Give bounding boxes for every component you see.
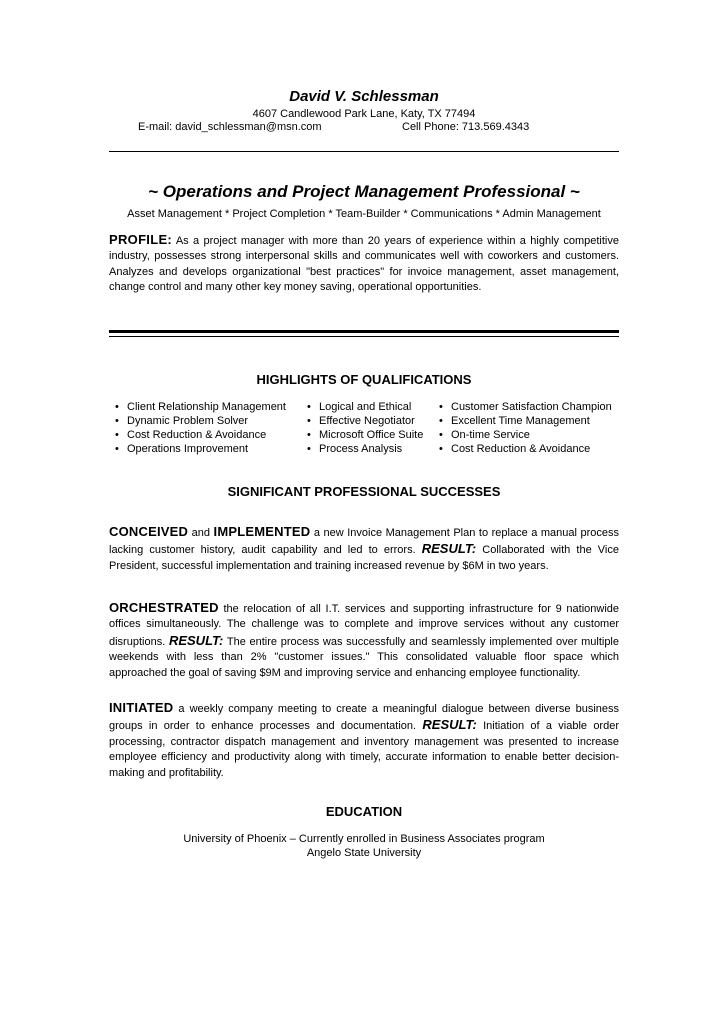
bullet-icon: • [307,443,311,455]
list-item: • Dynamic Problem Solver [115,415,249,427]
successes-heading: SIGNIFICANT PROFESSIONAL SUCCESSES [227,484,501,499]
bullet-icon: • [307,429,311,441]
list-item: • Logical and Ethical [307,401,412,413]
bullet-icon: • [439,443,443,455]
list-item: • Client Relationship Management [115,401,286,413]
headline-title: ~ Operations and Project Management Professional ~ [148,182,580,201]
qualifications-column-1 [115,400,286,456]
result-label: RESULT: [168,632,224,648]
bullet-icon: • [439,429,443,441]
bullet-icon: • [307,415,311,427]
email: E-mail: david_schlessman@msn.com [138,121,322,133]
candidate-name: David V. Schlessman [289,88,439,105]
list-item: • Customer Satisfaction Champion [439,401,612,413]
profile-label: PROFILE: [109,232,173,247]
address: 4607 Candlewood Park Lane, Katy, TX 77494 [252,108,476,120]
list-item: • Operations Improvement [115,443,249,455]
success-keyword: CONCEIVED [109,524,189,539]
qualifications-column-3 [439,400,612,456]
bullet-icon: • [439,401,443,413]
section-divider-thick [109,330,619,333]
list-item: • Process Analysis [307,443,403,455]
bullet-icon: • [307,401,311,413]
header-divider [109,151,619,152]
cell-phone: Cell Phone: 713.569.4343 [402,121,530,133]
qualifications-column-2 [307,400,423,456]
bullet-icon: • [115,443,119,455]
headline-skills: Asset Management * Project Completion * Team-Builder * Communications * Admin Management [127,208,601,220]
list-item: • Cost Reduction & Avoidance [439,443,591,455]
bullet-icon: • [115,429,119,441]
list-item: • Excellent Time Management [439,415,590,427]
success-keyword: INITIATED [109,700,174,715]
qualifications-heading: HIGHLIGHTS OF QUALIFICATIONS [256,372,472,387]
bullet-icon: • [115,401,119,413]
result-label: RESULT: [422,717,477,733]
education-entry: Angelo State University [306,847,422,859]
bullet-icon: • [115,415,119,427]
success-paragraph: INITIATED a weekly company meeting to create a meaningful dialogue between diverse business groups in order to enhance processes and documentation. RESULT: Initiation of a viable order processing, contractor dispatch management and inventory management was presented to increase employee efficiency and productivity along with timely, accurate information to enable better decision-making and profitability. [109,700,619,779]
result-label: RESULT: [421,541,477,557]
list-item: • Cost Reduction & Avoidance [115,429,267,441]
success-keyword: ORCHESTRATED [109,600,219,615]
section-divider-thin [109,336,619,337]
education-heading: EDUCATION [325,804,403,819]
success-keyword: IMPLEMENTED [213,524,311,539]
list-item: • Effective Negotiator [307,415,415,427]
success-paragraph: CONCEIVED and IMPLEMENTED a new Invoice Management Plan to replace a manual process lacking customer history, audit capability and led to errors. RESULT: Collaborated with the Vice President, successful implementation and training increased revenue by $6M in two years. [109,524,619,572]
list-item: • On-time Service [439,429,530,441]
bullet-icon: • [439,415,443,427]
list-item: • Microsoft Office Suite [307,429,424,441]
profile-section [109,232,619,296]
education-entry: University of Phoenix – Currently enrolled in Business Associates program [183,833,545,845]
profile-text: As a project manager with more than 20 years of experience within a highly competitive industry, possesses strong interpersonal skills and communicates well with coworkers and customers. Analyzes and develops organizational "best practices" for invoice management, asset management, change control and many other key money saving, operational opportunities. [109,235,619,294]
success-paragraph: ORCHESTRATED the relocation of all I.T. services and supporting infrastructure for 9 nationwide offices simultaneously. The challenge was to complete and improve services without any customer disruptions. RESULT: The entire process was successfully and seamlessly implemented over multiple weekends with less than 2% "customer issues." This consolidated valuable floor space which approached the goal of saving $9M and improving service and enhancing employee functionality. [109,600,619,679]
